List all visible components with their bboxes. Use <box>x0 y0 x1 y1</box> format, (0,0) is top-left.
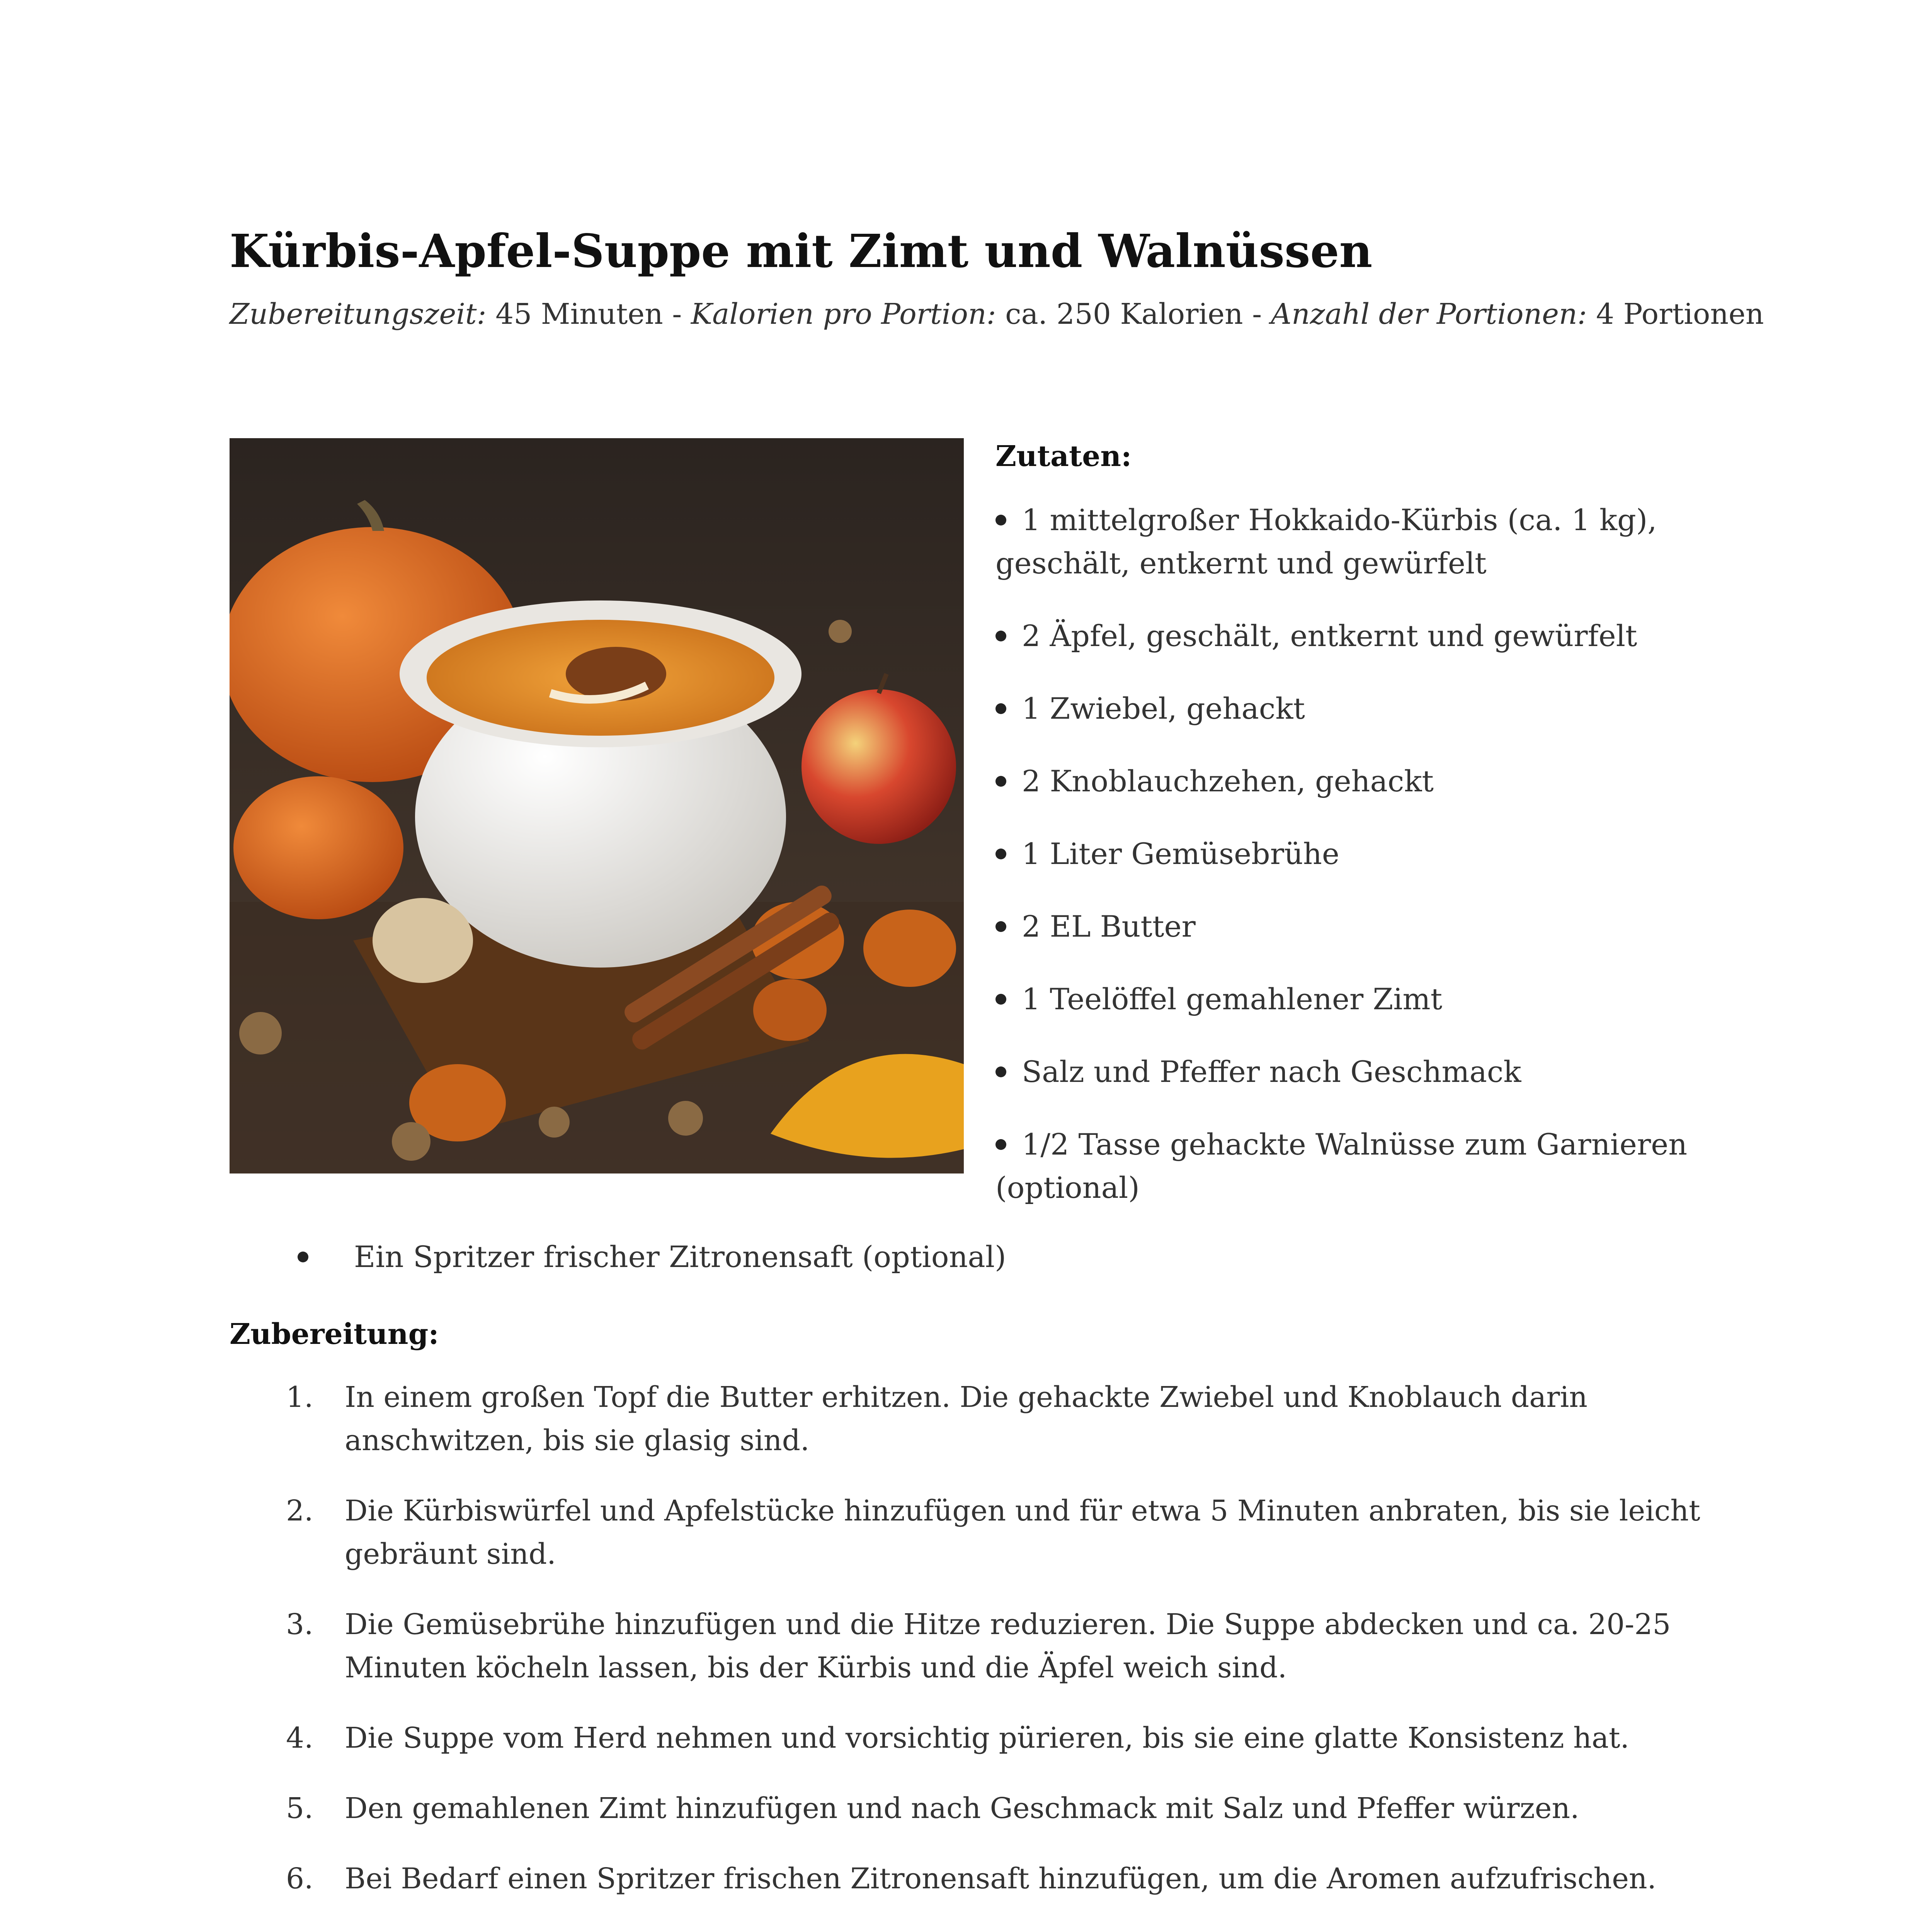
ingredient-item: 1 Zwiebel, gehackt <box>995 687 1722 730</box>
step-item <box>286 1927 1724 1932</box>
step-text: Bei Bedarf einen Spritzer frischen Zitronensaft hinzufügen, um die Aromen aufzufrischen. <box>345 1862 1657 1895</box>
ingredient-item: 1 Liter Gemüsebrühe <box>995 832 1722 876</box>
step-number <box>286 1927 345 1932</box>
meta-separator: - <box>672 298 682 331</box>
bullet-icon <box>995 631 1006 641</box>
bullet-icon <box>995 1066 1006 1077</box>
step-number: 4. <box>286 1721 313 1755</box>
preparation-steps <box>286 1376 1724 1932</box>
step-item <box>286 1489 1724 1576</box>
step-number: 6. <box>286 1862 313 1895</box>
meta-separator: - <box>1252 298 1262 331</box>
ingredient-item: 1 mittelgroßer Hokkaido-Kürbis (ca. 1 kg), geschält, entkernt und gewürfelt <box>995 503 1657 580</box>
soup-photo <box>230 438 964 1173</box>
step-number: 1. <box>286 1381 313 1414</box>
ingredient-item: 2 Äpfel, geschält, entkernt und gewürfelt <box>995 614 1722 658</box>
step-item <box>286 1857 1724 1900</box>
ingredient-item: 1/2 Tasse gehackte Walnüsse zum Garnieren (optional) <box>995 1127 1688 1205</box>
bullet-icon <box>995 515 1006 526</box>
step-text <box>345 1927 1724 1932</box>
calories-value: ca. 250 Kalorien <box>1005 298 1243 331</box>
bullet-icon <box>995 1139 1006 1150</box>
bullet-icon <box>298 1252 308 1262</box>
step-text: Den gemahlenen Zimt hinzufügen und nach Geschmack mit Salz und Pfeffer würzen. <box>345 1792 1579 1825</box>
step-text: Die Gemüsebrühe hinzufügen und die Hitze reduzieren. Die Suppe abdecken und ca. 20-25 Minuten köcheln lassen, bis der Kürbis und die Äpfel weich sind. <box>345 1608 1671 1684</box>
ingredient-item: Ein Spritzer frischer Zitronensaft (optional) <box>298 1240 1006 1274</box>
ingredient-item: 1 Teelöffel gemahlener Zimt <box>995 978 1722 1021</box>
prep-time-value: 45 Minuten <box>495 298 663 331</box>
ingredient-item: 2 EL Butter <box>995 905 1722 948</box>
step-number: 2. <box>286 1494 313 1527</box>
servings-value: 4 Portionen <box>1596 298 1764 331</box>
bullet-icon <box>995 921 1006 932</box>
ingredients-heading: Zutaten: <box>995 440 1132 473</box>
step-item <box>286 1376 1724 1462</box>
bullet-icon <box>995 994 1006 1005</box>
step-number: 5. <box>286 1792 313 1825</box>
servings-label: Anzahl der Portionen: <box>1271 298 1587 331</box>
prep-time-label: Zubereitungszeit: <box>230 298 487 331</box>
recipe-meta <box>230 298 1764 331</box>
bullet-icon <box>995 776 1006 787</box>
step-item <box>286 1603 1724 1689</box>
step-number: 3. <box>286 1608 313 1641</box>
ingredient-item: 2 Knoblauchzehen, gehackt <box>995 760 1722 803</box>
step-text: Die Kürbiswürfel und Apfelstücke hinzufügen und für etwa 5 Minuten anbraten, bis sie leicht gebräunt sind. <box>345 1494 1700 1571</box>
ingredients-list <box>995 498 1722 1239</box>
step-item <box>286 1716 1724 1760</box>
calories-label: Kalorien pro Portion: <box>691 298 996 331</box>
step-item <box>286 1787 1724 1830</box>
step-text: In einem großen Topf die Butter erhitzen. Die gehackte Zwiebel und Knoblauch darin anschwitzen, bis sie glasig sind. <box>345 1381 1588 1457</box>
bullet-icon <box>995 703 1006 714</box>
ingredient-item: Salz und Pfeffer nach Geschmack <box>995 1050 1722 1094</box>
preparation-heading: Zubereitung: <box>230 1318 439 1351</box>
step-text: Die Suppe vom Herd nehmen und vorsichtig pürieren, bis sie eine glatte Konsistenz hat. <box>345 1721 1630 1755</box>
recipe-title: Kürbis-Apfel-Suppe mit Zimt und Walnüssen <box>230 224 1373 278</box>
bullet-icon <box>995 849 1006 859</box>
